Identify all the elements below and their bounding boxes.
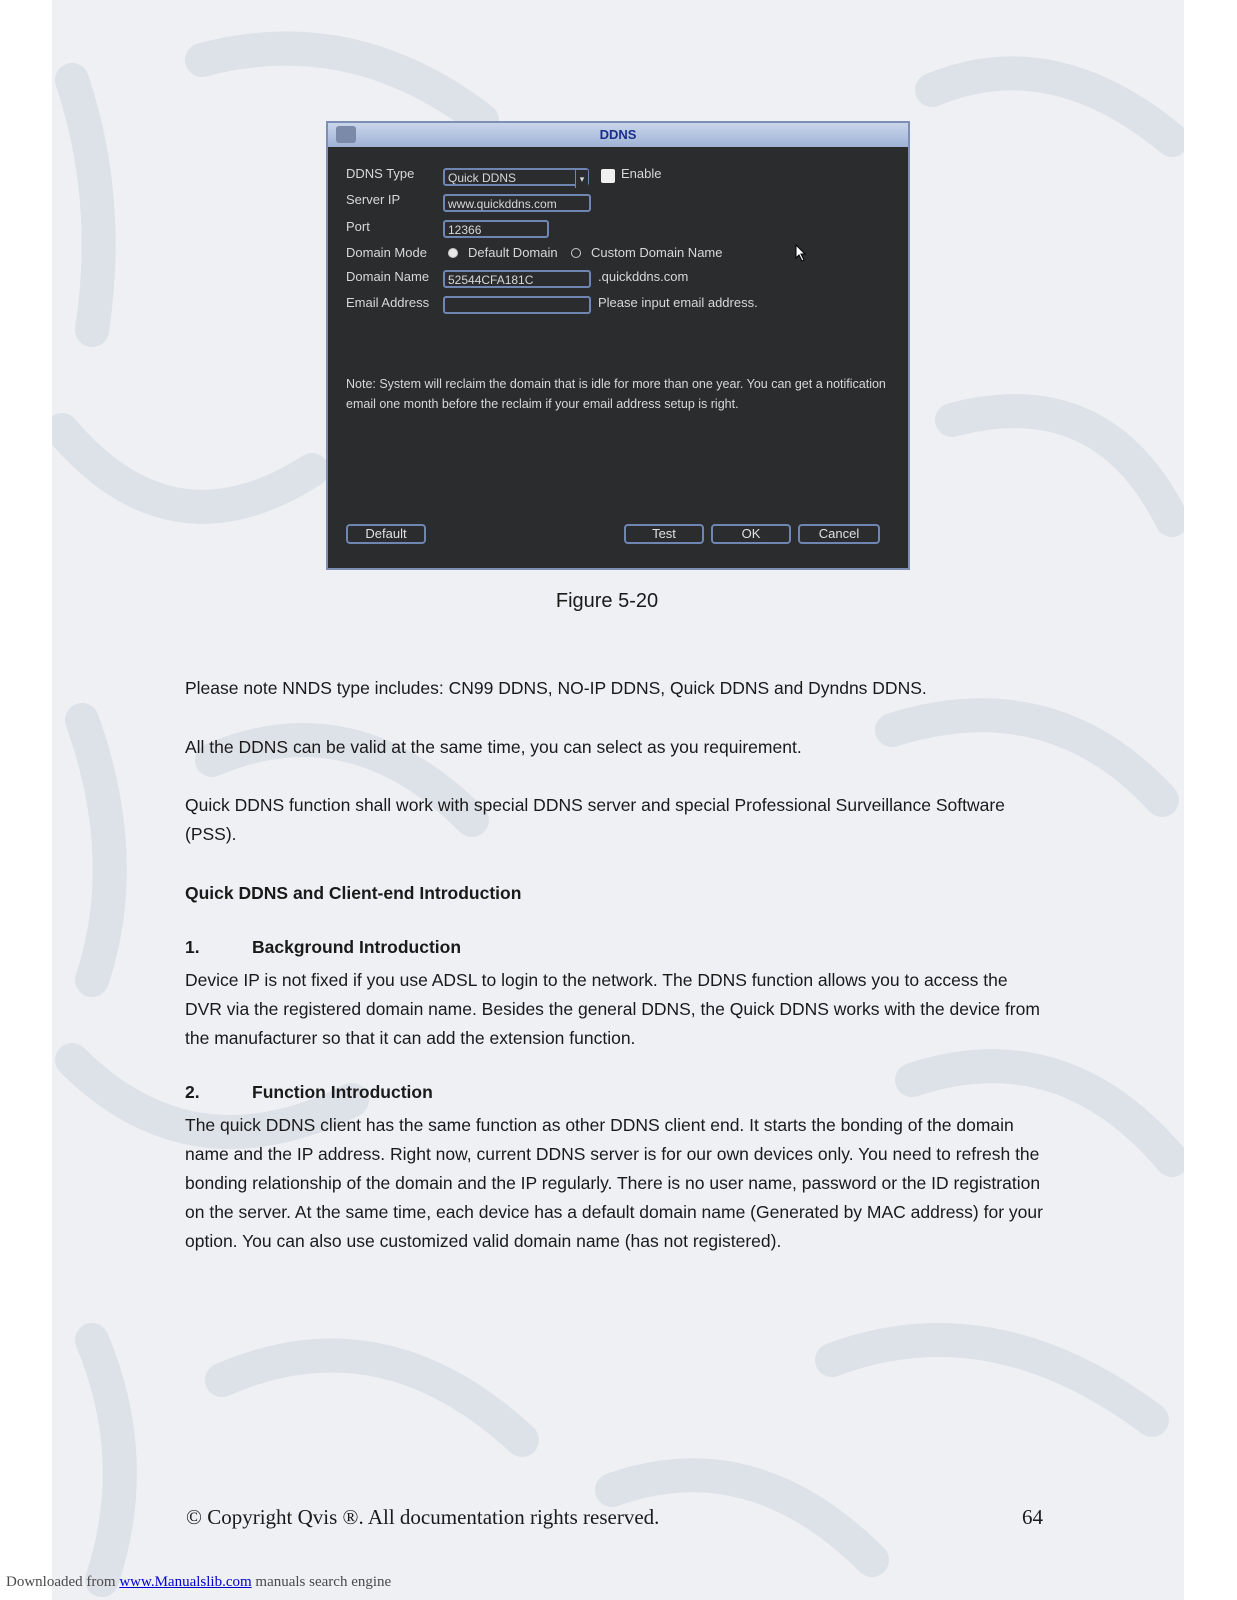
function-body: The quick DDNS client has the same function as other DDNS client end. It starts the bonding of the domain name and the IP address. Right now, current DDNS server is for our own devices only. You need to refresh the bonding relationship of the domain and the IP regularly. There is no user name, password or the ID registration on the server. At the same time, each device has a default domain name (Generated by MAC address) for your option. You can also use customized valid domain name (has not registered). (185, 1115, 1043, 1251)
enable-checkbox[interactable] (601, 169, 615, 183)
section-title: Background Introduction (252, 937, 462, 957)
test-button[interactable]: Test (624, 524, 704, 544)
default-button[interactable]: Default (346, 524, 426, 544)
domain-suffix: .quickddns.com (598, 269, 689, 284)
section-number: 1. (185, 937, 200, 957)
mouse-cursor-icon (795, 244, 807, 262)
default-domain-radio[interactable] (448, 248, 458, 258)
background-body: Device IP is not fixed if you use ADSL to login to the network. The DDNS function allows you to access the DVR via the registered domain name. Besides the general DDNS, the Quick DDNS works with the device from the manufacturer so that it can add the extension function. (185, 970, 1040, 1048)
email-hint: Please input email address. (598, 295, 758, 310)
server-ip-field[interactable]: www.quickddns.com (443, 194, 591, 212)
chevron-down-icon[interactable]: ▾ (575, 170, 588, 188)
copyright-footer: © Copyright Qvis ®. All documentation rights reserved. (186, 1505, 660, 1529)
paragraph-ddns-valid: All the DDNS can be valid at the same time, you can select as you requirement. (185, 737, 802, 757)
background-heading (185, 937, 461, 958)
section-title: Function Introduction (252, 1082, 433, 1102)
section-number: 2. (185, 1082, 200, 1102)
domain-mode-label: Domain Mode (346, 245, 427, 260)
download-suffix: manuals search engine (251, 1574, 392, 1590)
paragraph-quick-ddns: Quick DDNS function shall work with special DDNS server and special Professional Surveillance Software (PSS). (185, 795, 1005, 844)
page-number: 64 (1022, 1505, 1043, 1529)
domain-name-label: Domain Name (346, 269, 430, 284)
enable-label: Enable (621, 166, 662, 181)
paragraph-ddns-types: Please note NNDS type includes: CN99 DDNS, NO-IP DDNS, Quick DDNS and Dyndns DDNS. (185, 678, 927, 698)
dialog-titlebar (328, 123, 908, 147)
ddns-dialog-screenshot (326, 121, 910, 570)
dialog-note: Note: System will reclaim the domain that is idle for more than one year. You can get a notification email one month before the reclaim if your email address setup is right. (346, 377, 886, 411)
custom-domain-radio[interactable] (571, 248, 581, 258)
function-heading (185, 1082, 433, 1103)
manualslib-link[interactable]: www.Manualslib.com (119, 1574, 252, 1590)
server-ip-label: Server IP (346, 192, 401, 207)
ddns-type-select[interactable]: Quick DDNS (443, 168, 589, 186)
ok-button[interactable]: OK (711, 524, 791, 544)
cancel-button[interactable]: Cancel (798, 524, 880, 544)
dialog-title: DDNS (599, 127, 637, 142)
default-domain-label: Default Domain (468, 245, 558, 260)
section-heading: Quick DDNS and Client-end Introduction (185, 883, 522, 903)
port-field[interactable]: 12366 (443, 220, 549, 238)
port-label: Port (346, 219, 370, 234)
document-page (52, 0, 1184, 1600)
download-prefix: Downloaded from (6, 1574, 120, 1590)
email-label: Email Address (346, 295, 430, 310)
domain-name-field[interactable]: 52544CFA181C (443, 270, 591, 288)
ddns-type-label: DDNS Type (346, 166, 415, 181)
figure-caption: Figure 5-20 (555, 590, 659, 612)
download-source-line (6, 1574, 391, 1591)
email-field[interactable] (443, 296, 591, 314)
custom-domain-label: Custom Domain Name (591, 245, 723, 260)
